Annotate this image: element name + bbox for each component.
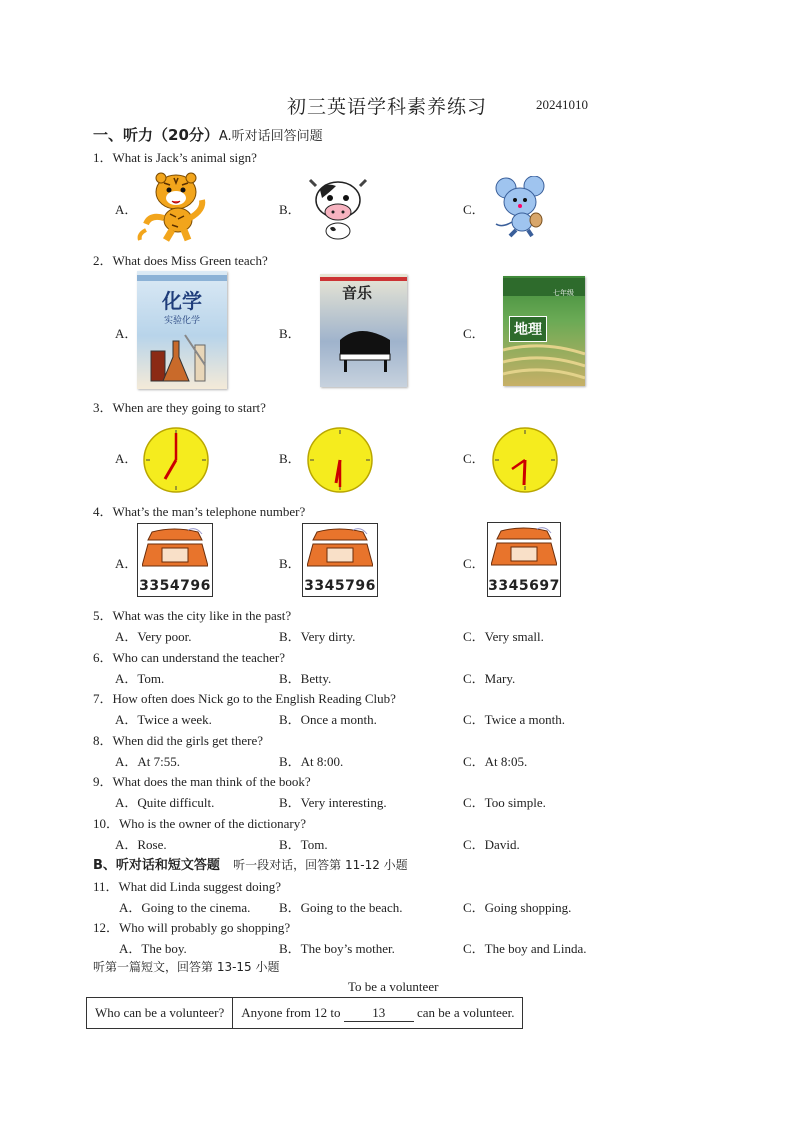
chemistry-book-picture: [137, 271, 227, 389]
option-c: C．Too simple.: [463, 795, 546, 810]
geography-book-picture: [503, 276, 585, 386]
option-c: C．At 8:05.: [463, 754, 528, 769]
phone-number: 3345697: [488, 578, 560, 594]
option-label-a: A．: [115, 202, 138, 217]
exam-date: 20241010: [536, 97, 588, 112]
question-4: 4．What’s the man’s telephone number?: [93, 504, 306, 519]
passage-instruction: 听第一篇短文，回答第 13-15 小题: [93, 960, 280, 974]
phone-card-a: [137, 523, 213, 597]
option-a: A．Very poor.: [115, 629, 192, 644]
phone-number: 3354796: [139, 578, 211, 594]
question-5: 5．What was the city like in the past?: [93, 608, 292, 623]
geography-book-title: 地理: [509, 316, 547, 342]
option-a: A．The boy.: [119, 941, 187, 956]
option-label-b: B．: [279, 326, 301, 341]
phone-number: 3345796: [304, 578, 376, 594]
option-b: B．Very interesting.: [279, 795, 387, 810]
question-6: 6．Who can understand the teacher?: [93, 650, 286, 665]
question-2: 2．What does Miss Green teach?: [93, 253, 268, 268]
table-cell-answer: [233, 998, 523, 1029]
section-subtitle: A.听对话回答问题: [218, 129, 323, 144]
chemistry-book-title: 化学: [162, 289, 202, 313]
phone-card-b: [302, 523, 378, 597]
question-11: 11．What did Linda suggest doing?: [93, 879, 281, 894]
table-cell-question: Who can be a volunteer?: [87, 998, 233, 1029]
option-label-a: A．: [115, 326, 138, 341]
option-b: B．Betty.: [279, 671, 332, 686]
option-b: B．Once a month.: [279, 712, 377, 727]
telephone-icon: [142, 528, 208, 574]
option-label-b: B．: [279, 202, 301, 217]
option-label-c: C．: [463, 451, 485, 466]
option-a: A．Tom.: [115, 671, 165, 686]
question-10: 10．Who is the owner of the dictionary?: [93, 816, 306, 831]
answer-prefix: Anyone from 12 to: [241, 1004, 341, 1020]
option-b: B．The boy’s mother.: [279, 941, 395, 956]
section-b-title: B、听对话和短文答题: [93, 858, 220, 873]
music-book-picture: [320, 274, 407, 387]
option-a: A．Twice a week.: [115, 712, 212, 727]
question-1: 1．What is Jack’s animal sign?: [93, 150, 257, 165]
option-a: A．At 7:55.: [115, 754, 181, 769]
music-book-title: 音乐: [342, 284, 373, 302]
cow-picture: [308, 176, 368, 240]
question-3: 3．When are they going to start?: [93, 400, 266, 415]
page-title: 初三英语学科素养练习: [287, 97, 488, 118]
lab-glassware-icon: [145, 331, 221, 385]
clock-c-icon: [490, 425, 560, 495]
mouse-picture: [490, 176, 552, 238]
phone-card-c: [487, 522, 561, 597]
option-c: C．Very small.: [463, 629, 544, 644]
option-label-b: B．: [279, 451, 301, 466]
option-b: B．Tom.: [279, 837, 328, 852]
option-label-a: A．: [115, 556, 138, 571]
option-label-c: C．: [463, 326, 485, 341]
option-label-c: C．: [463, 556, 485, 571]
answer-suffix: can be a volunteer.: [417, 1004, 515, 1020]
section-heading: [93, 124, 323, 145]
telephone-icon: [307, 528, 373, 574]
option-a: A．Going to the cinema.: [119, 900, 251, 915]
option-c: C．Twice a month.: [463, 712, 565, 727]
tiger-picture: [134, 170, 212, 242]
question-12: 12．Who will probably go shopping?: [93, 920, 291, 935]
question-9: 9．What does the man think of the book?: [93, 774, 311, 789]
option-c: C．Going shopping.: [463, 900, 572, 915]
chemistry-book-subtitle: 实验化学: [163, 316, 200, 326]
volunteer-table: [86, 997, 523, 1029]
piano-icon: [334, 324, 396, 374]
option-a: A．Quite difficult.: [115, 795, 215, 810]
question-7: 7．How often does Nick go to the English Reading Club?: [93, 691, 396, 706]
clock-b-icon: [305, 425, 375, 495]
telephone-icon: [491, 527, 557, 573]
option-label-c: C．: [463, 202, 485, 217]
option-b: B．At 8:00.: [279, 754, 344, 769]
section-b-instruction: 听一段对话，回答第 11-12 小题: [233, 858, 408, 872]
blank-13[interactable]: 13: [344, 1005, 414, 1022]
clock-a-icon: [141, 425, 211, 495]
option-b: B．Going to the beach.: [279, 900, 403, 915]
table-title: To be a volunteer: [348, 979, 439, 994]
option-label-a: A．: [115, 451, 138, 466]
section-title: 一、听力（20分）: [93, 126, 219, 144]
option-c: C．The boy and Linda.: [463, 941, 587, 956]
terraced-field-icon: [503, 340, 585, 386]
table-row: [87, 998, 523, 1029]
option-label-b: B．: [279, 556, 301, 571]
geography-book-grade: 七年级: [553, 289, 574, 297]
option-c: C．Mary.: [463, 671, 516, 686]
option-a: A．Rose.: [115, 837, 167, 852]
option-b: B．Very dirty.: [279, 629, 356, 644]
question-8: 8．When did the girls get there?: [93, 733, 264, 748]
option-c: C．David.: [463, 837, 520, 852]
section-b-heading: [93, 854, 408, 873]
